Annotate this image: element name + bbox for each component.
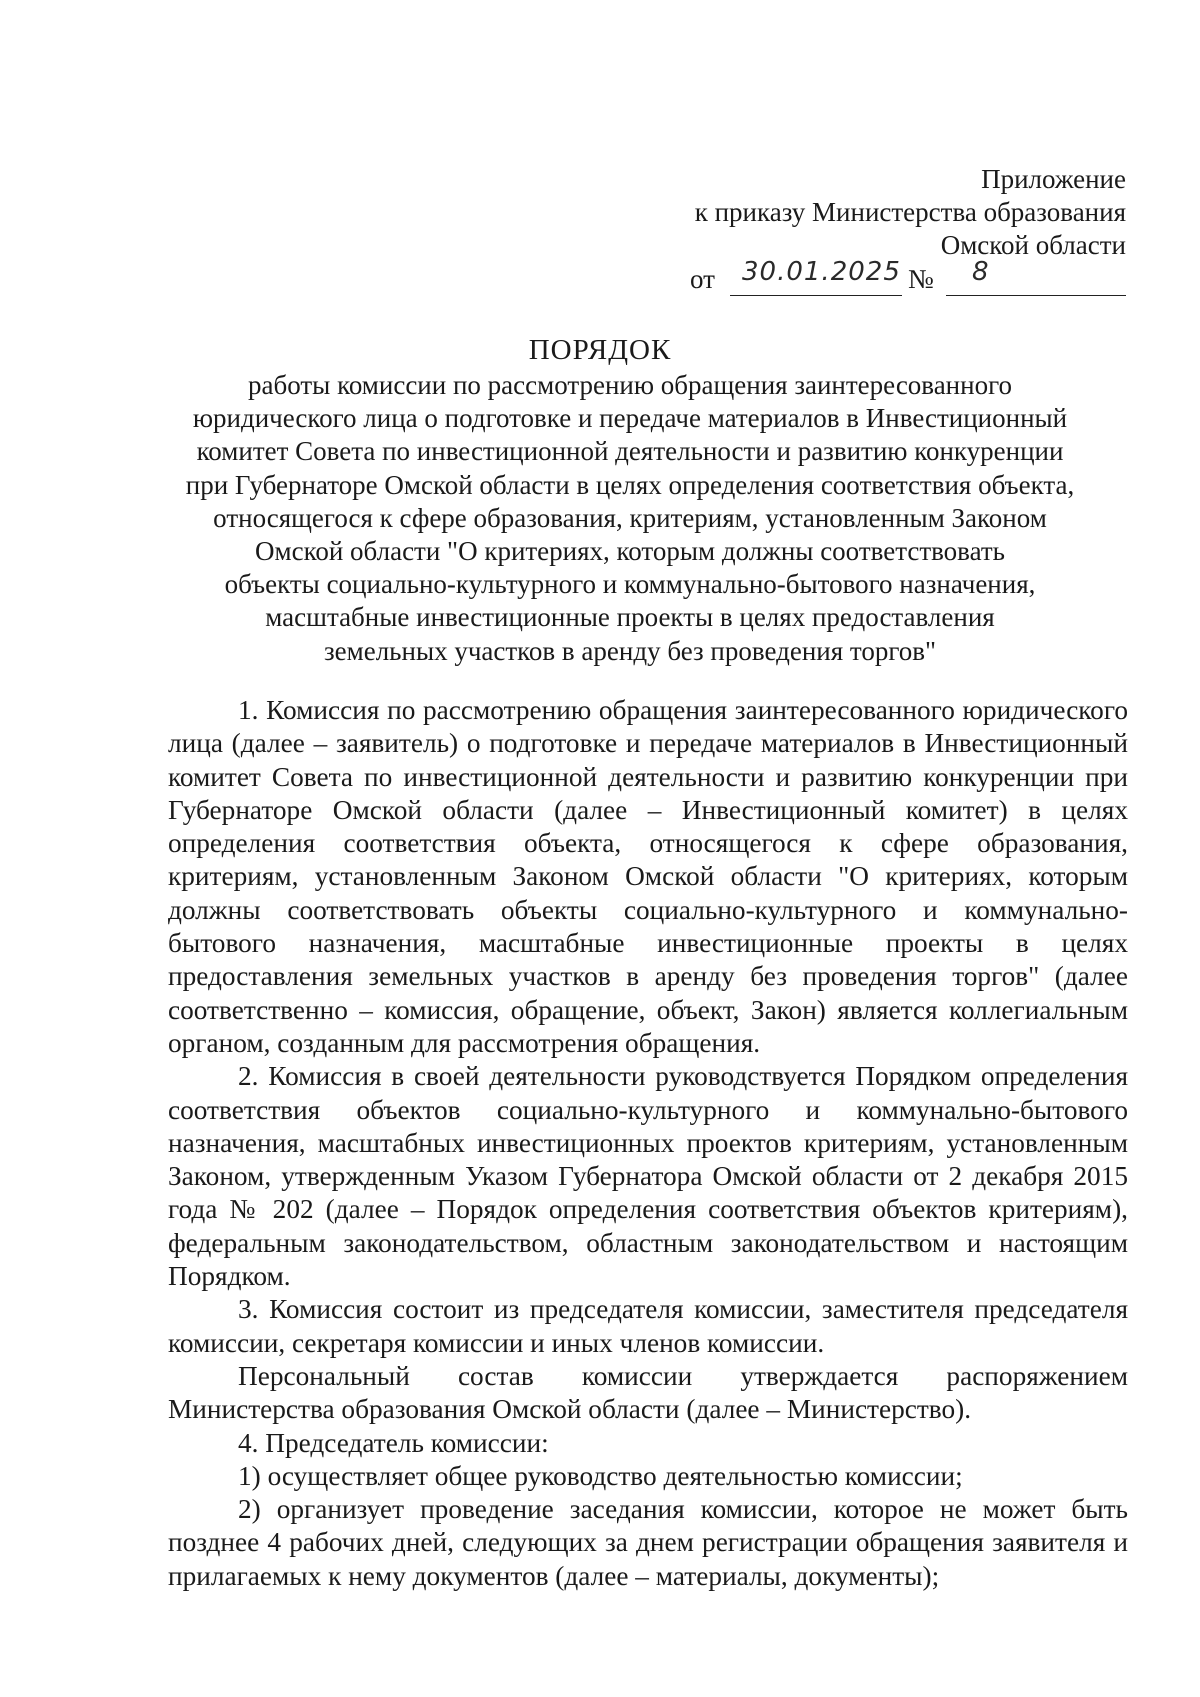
appendix-region: Омской области [940, 230, 1126, 260]
subtitle-line: при Губернаторе Омской области в целях определения соответствия объекта, [185, 469, 1075, 500]
document-subtitle [160, 369, 1100, 668]
handwritten-date: 30.01.2025 [742, 257, 901, 287]
document-title: ПОРЯДОК [528, 334, 672, 366]
subtitle-line: работы комиссии по рассмотрению обращения заинтересованного [248, 370, 1012, 400]
subtitle-line: относящегося к сфере образования, критериям, установленным Законом [213, 502, 1047, 533]
subtitle-line: земельных участков в аренду без проведения торгов" [323, 635, 937, 666]
paragraph-3-composition: Персональный состав комиссии утверждается распоряжением Министерства образования Омской области (далее – Министерство). [168, 1360, 1128, 1425]
subtitle-line: юридического лица о подготовке и передаче материалов в Инвестиционный [192, 403, 1068, 434]
number-underline [946, 295, 1126, 296]
paragraph-4-item-1: 1) осуществляет общее руководство деятельностью комиссии; [238, 1460, 963, 1491]
order-date-number [690, 257, 1126, 300]
subtitle-line: комитет Совета по инвестиционной деятельности и развитию конкуренции [196, 436, 1064, 467]
number-sign: № [908, 264, 934, 294]
appendix-order-reference: к приказу Министерства образования [694, 197, 1126, 227]
subtitle-line: Омской области "О критериях, которым должны соответствовать [255, 536, 1005, 567]
document-body [168, 694, 1128, 1593]
handwritten-number: 8 [972, 257, 990, 287]
subtitle-line: масштабные инвестиционные проекты в целях предоставления [265, 602, 995, 633]
paragraph-4-item-2: 2) организует проведение заседания комиссии, которое не может быть позднее 4 рабочих дней, следующих за днем регистрации обращения заявителя и прилагаемых к нему документов (далее – материалы, документы); [168, 1494, 1128, 1591]
date-prefix: от [690, 264, 715, 294]
paragraph-4: 4. Председатель комиссии: [238, 1427, 549, 1458]
paragraph-1: 1. Комиссия по рассмотрению обращения заинтересованного юридического лица (далее – заявитель) о подготовке и передаче материалов в Инвестиционный комитет Совета по инвестиционной деятельности и развитию конкуренции при Губернаторе Омской области (далее – Инвестиционный комитет) в целях определения соответствия объекта, относящегося к сфере образования, критериям, установленным Законом Омской области "О критериях, которым должны соответствовать объекты социально-культурного и коммунально-бытового назначения, масштабные инвестиционные проекты в целях предоставления земельных участков в аренду без проведения торгов" (далее соответственно – комиссия, обращение, объект, Закон) является коллегиальным органом, созданным для рассмотрения обращения. [168, 695, 1128, 1058]
appendix-block [695, 163, 1126, 262]
appendix-title: Приложение [981, 164, 1126, 194]
paragraph-3: 3. Комиссия состоит из председателя комиссии, заместителя председателя комиссии, секретаря комиссии и иных членов комиссии. [168, 1294, 1128, 1358]
date-underline [730, 295, 902, 296]
paragraph-2: 2. Комиссия в своей деятельности руководствуется Порядком определения соответствия объектов социально-культурного и коммунально-бытового назначения, масштабных инвестиционных проектов критериям, установленным Законом, утвержденным Указом Губернатора Омской области от 2 декабря 2015 года № 202 (далее – Порядок определения соответствия объектов критериям), федеральным законодательством, областным законодательством и настоящим Порядком. [168, 1061, 1128, 1292]
subtitle-line: объекты социально-культурного и коммунально-бытового назначения, [224, 569, 1036, 600]
